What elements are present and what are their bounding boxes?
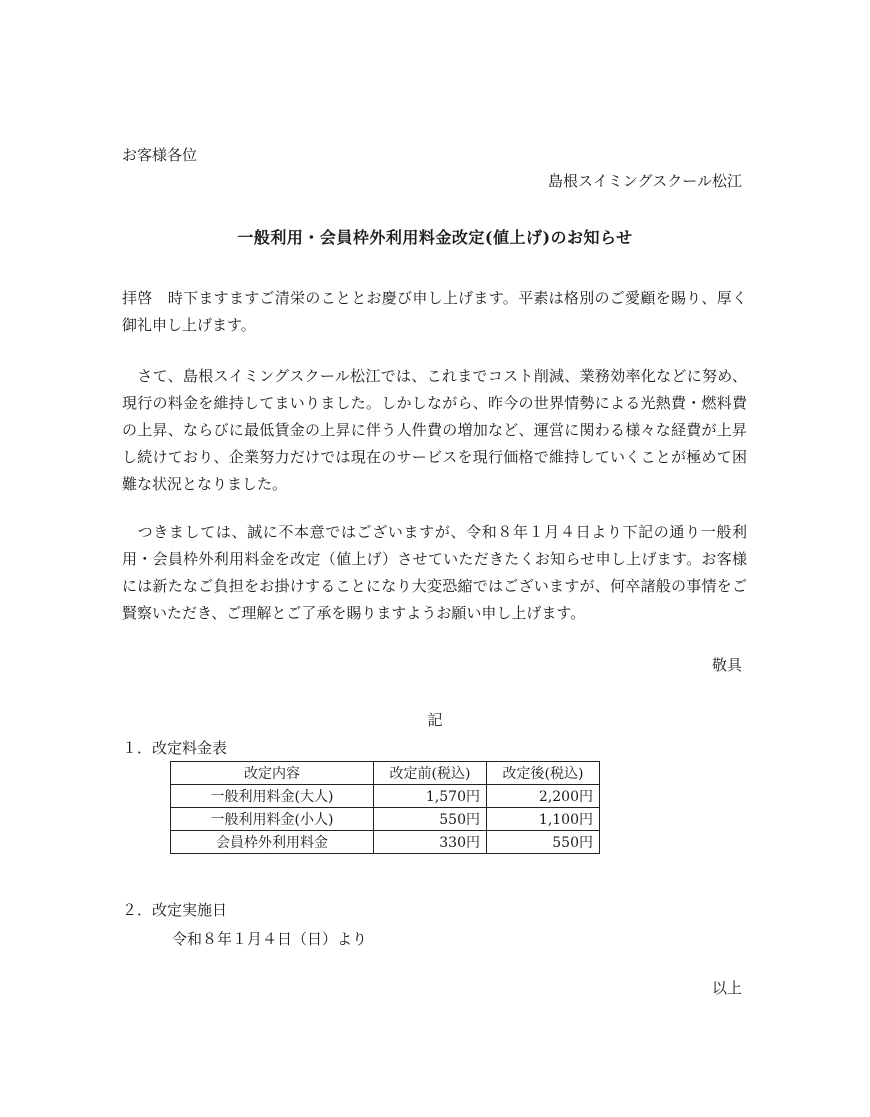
row-label: 一般利用料金(小人)	[171, 808, 374, 831]
closing-ijou: 以上	[711, 979, 742, 997]
row-before: 330円	[374, 831, 487, 854]
section2-heading: ２．改定実施日	[122, 901, 228, 919]
section1-heading: １．改定料金表	[122, 739, 228, 757]
row-after: 550円	[487, 831, 600, 854]
table-row	[171, 831, 600, 854]
sender-name: 島根スイミングスクール松江	[548, 172, 742, 190]
row-before: 1,570円	[374, 785, 487, 808]
notice-paragraph: つきましては、誠に不本意ではございますが、令和８年１月４日より下記の通り一般利用・会員枠外利用料金を改定（値上げ）させていただきたくお知らせ申し上げます。お客様には新たなご負担をお掛けすることになり大変恐縮ではございますが、何卒諸般の事情をご賢察いただき、ご理解とご了承を賜りますようお願い申し上げます。	[122, 523, 747, 622]
row-label: 一般利用料金(大人)	[171, 785, 374, 808]
row-before: 550円	[374, 808, 487, 831]
addressee: お客様各位	[122, 146, 198, 164]
header-after: 改定後(税込)	[487, 762, 600, 785]
header-before: 改定前(税込)	[374, 762, 487, 785]
document-title: 一般利用・会員枠外利用料金改定(値上げ)のお知らせ	[237, 228, 633, 247]
header-content: 改定内容	[171, 762, 374, 785]
fee-table	[170, 761, 600, 854]
table-row	[171, 808, 600, 831]
reason-paragraph: さて、島根スイミングスクール松江では、これまでコスト削減、業務効率化などに努め、現行の料金を維持してまいりました。しかしながら、昨今の世界情勢による光熱費・燃料費の上昇、ならびに最低賃金の上昇に伴う人件費の増加など、運営に関わる様々な経費が上昇し続けており、企業努力だけでは現在のサービスを現行価格で維持していくことが極めて困難な状況となりました。	[122, 367, 747, 493]
ki-heading: 記	[427, 711, 443, 729]
closing-keigu: 敬具	[711, 656, 742, 674]
row-after: 1,100円	[487, 808, 600, 831]
row-label: 会員枠外利用料金	[171, 831, 374, 854]
effective-date: 令和８年１月４日（日）より	[172, 930, 368, 948]
greeting-paragraph: 拝啓 時下ますますご清栄のこととお慶び申し上げます。平素は格別のご愛顧を賜り、厚く御礼申し上げます。	[122, 289, 747, 334]
table-row	[171, 785, 600, 808]
row-after: 2,200円	[487, 785, 600, 808]
table-header-row	[171, 762, 600, 785]
